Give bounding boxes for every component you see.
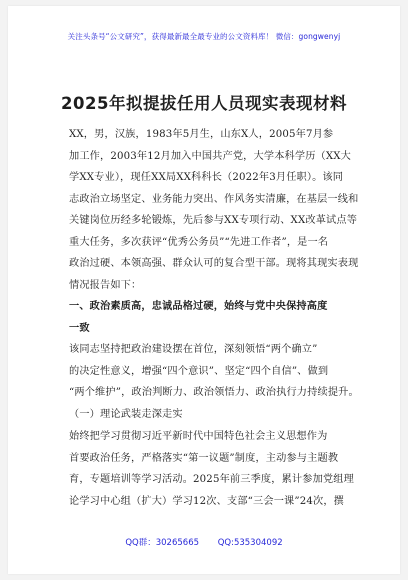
paragraph-line: XX，男，汉族，1983年5月生，山东X人，2005年7月参: [69, 129, 334, 140]
paragraph-line: 关键岗位历经多轮锻炼，先后参与XX专项行动、XX改革试点等: [69, 215, 358, 226]
subsection-heading: [69, 404, 359, 426]
paragraph-line: 该同志坚持把政治建设摆在首位，深刻领悟“两个确立”: [69, 344, 318, 355]
heading-line: （一）理论武装走深走实: [69, 409, 183, 420]
paragraph-line: 的决定性意义，增强“四个意识”、坚定“四个自信”、做到: [69, 365, 329, 377]
section-heading: [69, 296, 359, 339]
paragraph-line: 政治过硬、本领高强、群众认可的复合型干部。现将其现实表现: [69, 258, 359, 269]
header-note: 关注头条号“公文研究”，获得最新最全最专业的公文资料库！ 微信：gongwenyj: [67, 32, 341, 41]
document-title: 2025年拟提拔任用人员现实表现材料: [61, 94, 347, 113]
paragraph-line: 学XX专业），现任XX局XX科科长（2022年3月任职）。该同: [69, 172, 344, 183]
heading-line: 一致: [69, 321, 90, 334]
footer-note: [8, 536, 400, 548]
paragraph-line: 情况报告如下：: [69, 279, 142, 291]
document-page: [8, 6, 400, 574]
subsection-paragraph: [69, 426, 359, 512]
paragraph-line: 志政治立场坚定、业务能力突出、作风务实清廉，在基层一线和: [69, 193, 359, 205]
paragraph-line: “两个维护”，政治判断力、政治领悟力、政治执行力持续提升。: [69, 387, 359, 398]
paragraph-line: 重大任务，多次获评“优秀公务员”“先进工作者”，是一名: [69, 236, 329, 248]
paragraph-line: 育，专题培训等学习活动。2025年前三季度，累计参加党组理: [69, 474, 354, 485]
paragraph-line: 论学习中心组（扩大）学习12次、支部“三会一课”24次，撰: [69, 495, 345, 507]
intro-paragraph: [69, 124, 359, 296]
qq-group-text: QQ群：30265665: [125, 538, 200, 548]
qq-text: QQ:535304092: [217, 538, 283, 548]
section-paragraph: [69, 339, 359, 404]
paragraph-line: 始终把学习贯彻习近平新时代中国特色社会主义思想作为: [69, 431, 328, 442]
paragraph-line: 加工作，2003年12月加入中国共产党，大学本科学历（XX大: [69, 150, 352, 162]
paragraph-line: 首要政治任务，严格落实“第一议题”制度，主动参与主题教: [69, 452, 339, 464]
heading-line: 一、政治素质高，忠诚品格过硬，始终与党中央保持高度: [69, 300, 328, 312]
